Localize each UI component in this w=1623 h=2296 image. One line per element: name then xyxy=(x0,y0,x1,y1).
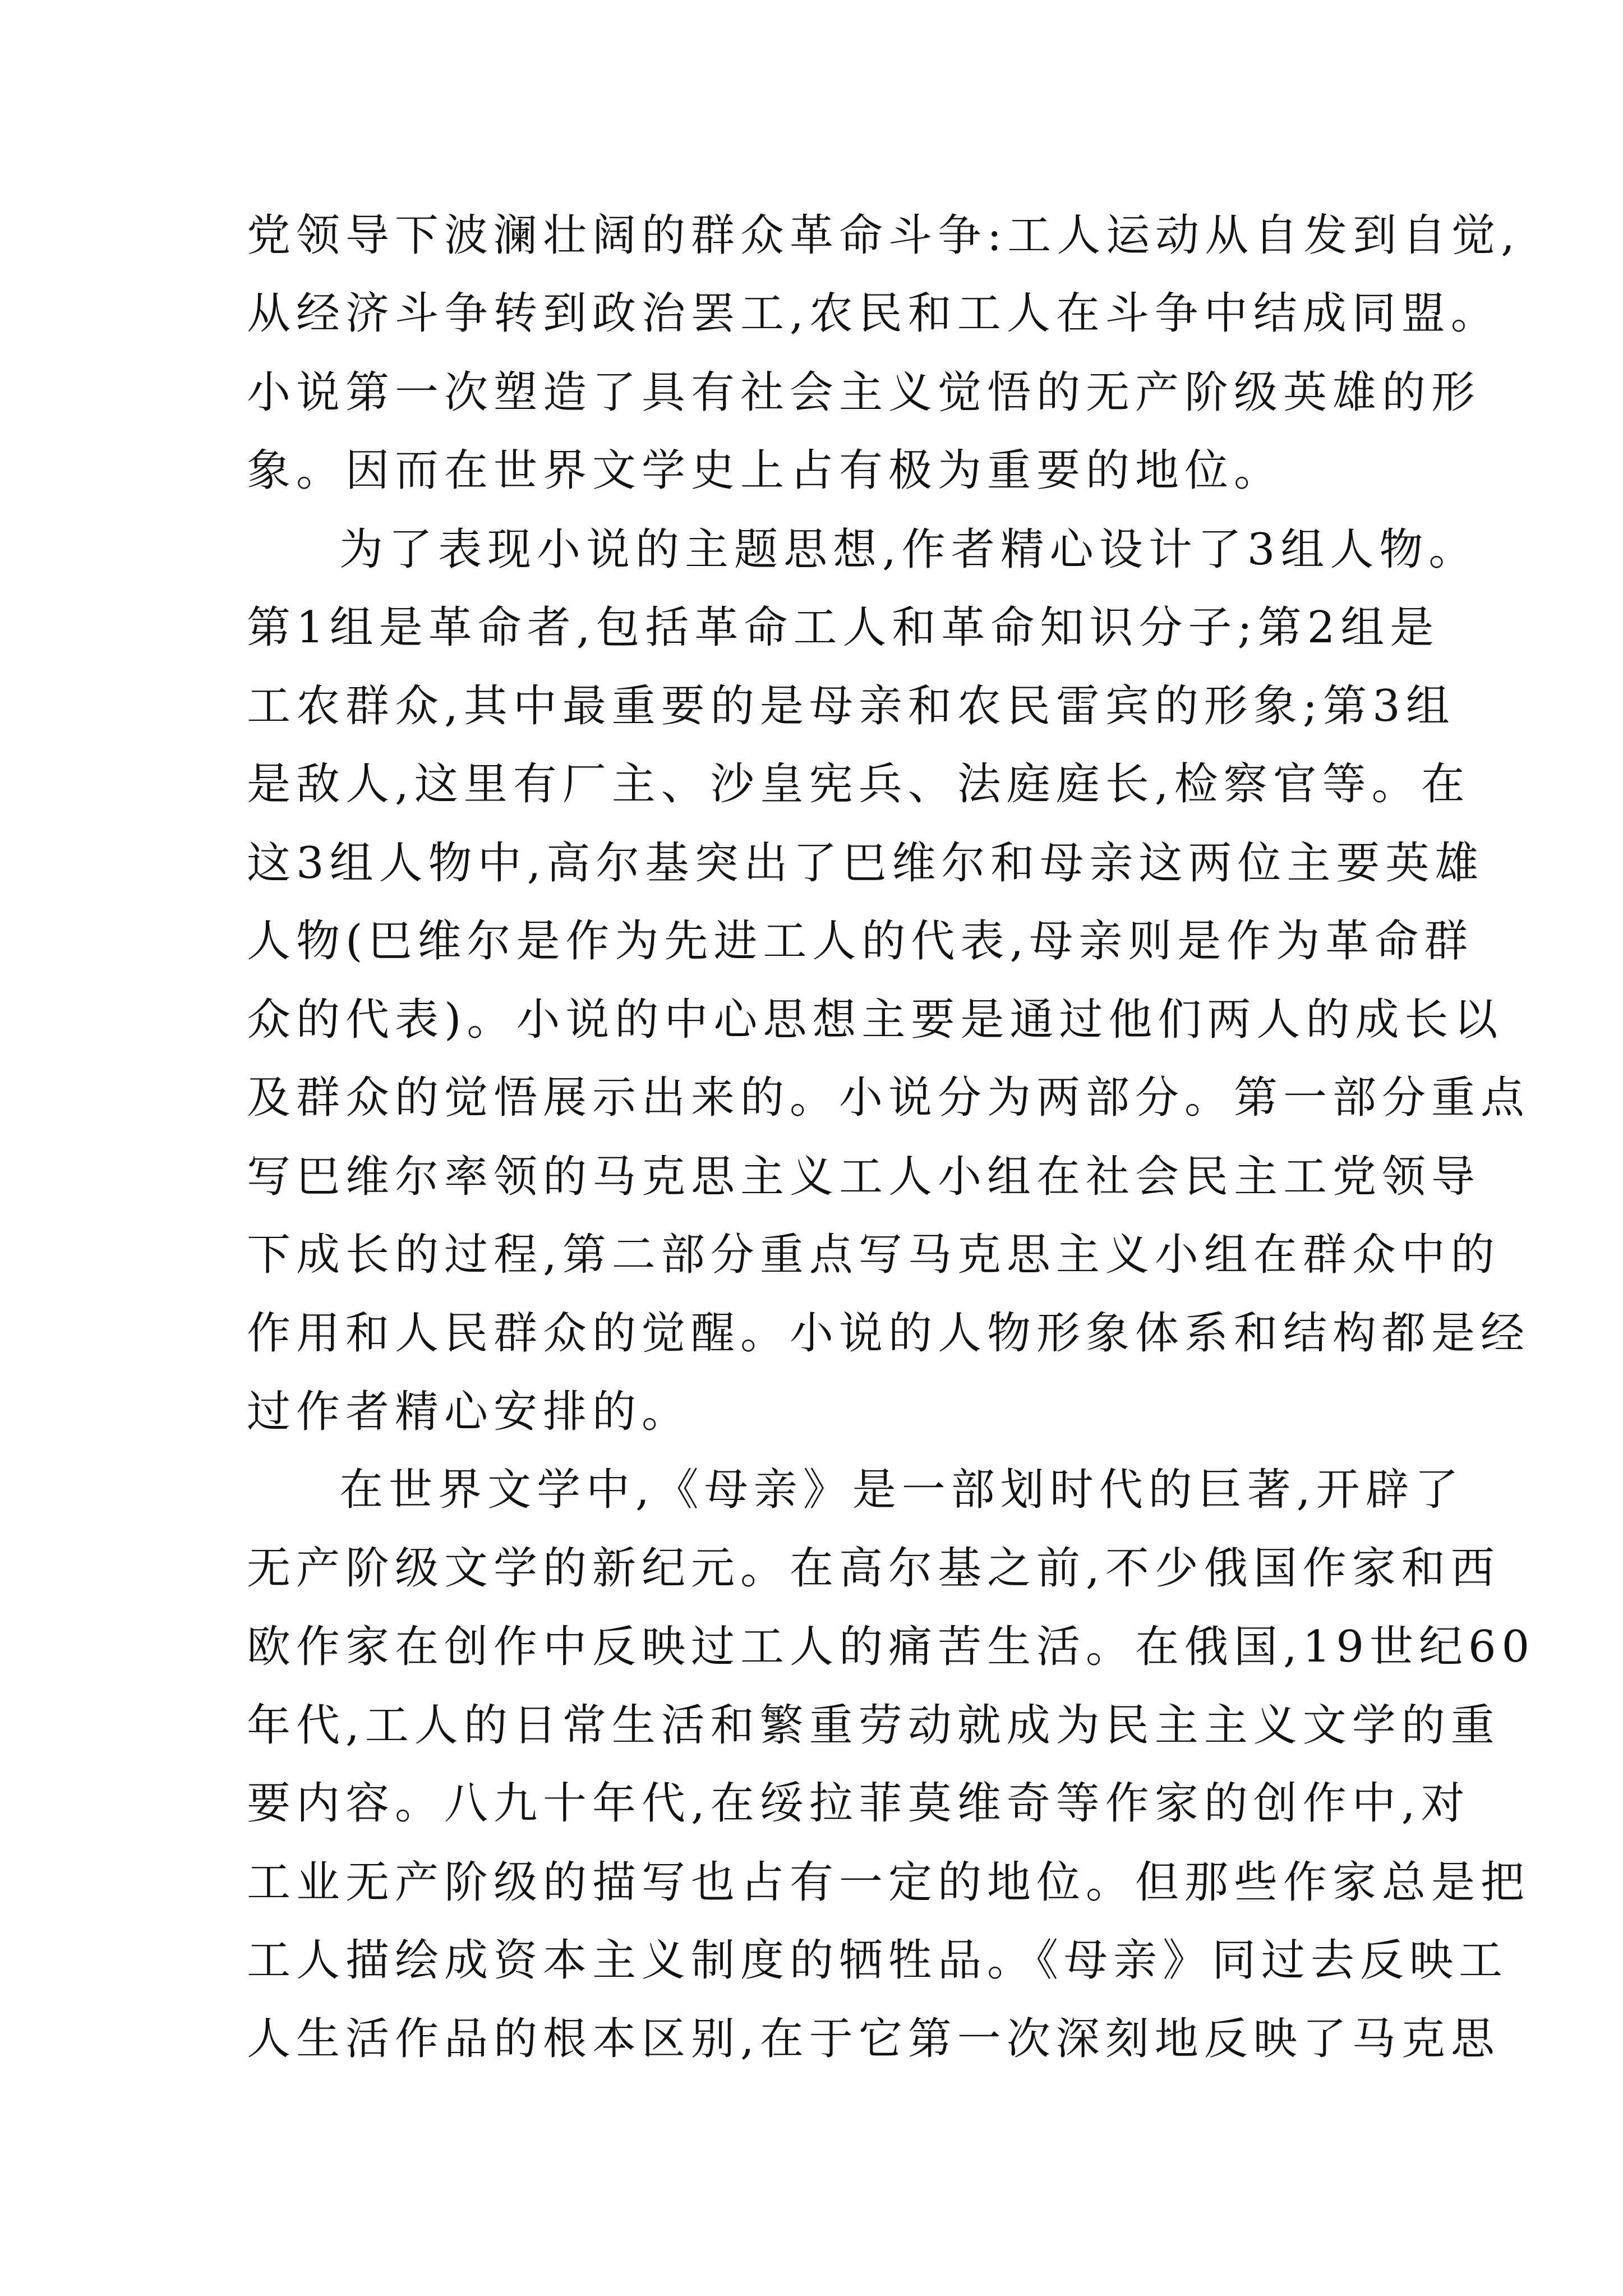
paragraph-first-line: 为了表现小说的主题思想,作者精心设计了3组人物。 xyxy=(339,524,1478,575)
text-line: 工业无产阶级的描写也占有一定的地位。但那些作家总是把 xyxy=(247,1857,1530,1908)
text-line: 众的代表)。小说的中心思想主要是通过他们两人的成长以 xyxy=(247,995,1504,1045)
text-line: 要内容。八九十年代,在绥拉菲莫维奇等作家的创作中,对 xyxy=(247,1778,1470,1829)
text-line: 党领导下波澜壮阔的群众革命斗争:工人运动从自发到自觉, xyxy=(247,210,1521,261)
text-line: 象。因而在世界文学史上占有极为重要的地位。 xyxy=(247,445,1284,496)
text-line: 人生活作品的根本区别,在于它第一次深刻地反映了马克思 xyxy=(247,2014,1500,2064)
text-line: 人物(巴维尔是作为先进工人的代表,母亲则是作为革命群 xyxy=(247,916,1474,967)
text-line: 第1组是革命者,包括革命工人和革命知识分子;第2组是 xyxy=(247,602,1440,653)
text-line: 这3组人物中,高尔基突出了巴维尔和母亲这两位主要英雄 xyxy=(247,838,1484,889)
text-line: 小说第一次塑造了具有社会主义觉悟的无产阶级英雄的形 xyxy=(247,367,1481,418)
text-line: 欧作家在创作中反映过工人的痛苦生活。在俄国,19世纪60 xyxy=(247,1622,1536,1672)
text-line: 年代,工人的日常生活和繁重劳动就成为民主主义文学的重 xyxy=(247,1700,1500,1751)
text-line: 及群众的觉悟展示出来的。小说分为两部分。第一部分重点 xyxy=(247,1073,1530,1123)
text-line: 写巴维尔率领的马克思主义工人小组在社会民主工党领导 xyxy=(247,1152,1481,1202)
text-line: 过作者精心安排的。 xyxy=(247,1387,691,1437)
text-line: 作用和人民群众的觉醒。小说的人物形象体系和结构都是经 xyxy=(247,1308,1530,1359)
text-line: 工人描绘成资本主义制度的牺牲品。《母亲》同过去反映工 xyxy=(247,1935,1509,1986)
text-line: 工农群众,其中最重要的是母亲和农民雷宾的形象;第3组 xyxy=(247,681,1455,731)
text-line: 从经济斗争转到政治罢工,农民和工人在斗争中结成同盟。 xyxy=(247,288,1500,339)
paragraph-first-line: 在世界文学中,《母亲》是一部划时代的巨著,开辟了 xyxy=(339,1465,1464,1515)
text-line: 是敌人,这里有厂主、沙皇宪兵、法庭庭长,检察官等。在 xyxy=(247,759,1470,809)
text-line: 下成长的过程,第二部分重点写马克思主义小组在群众中的 xyxy=(247,1230,1500,1280)
text-line: 无产阶级文学的新纪元。在高尔基之前,不少俄国作家和西 xyxy=(247,1543,1500,1594)
